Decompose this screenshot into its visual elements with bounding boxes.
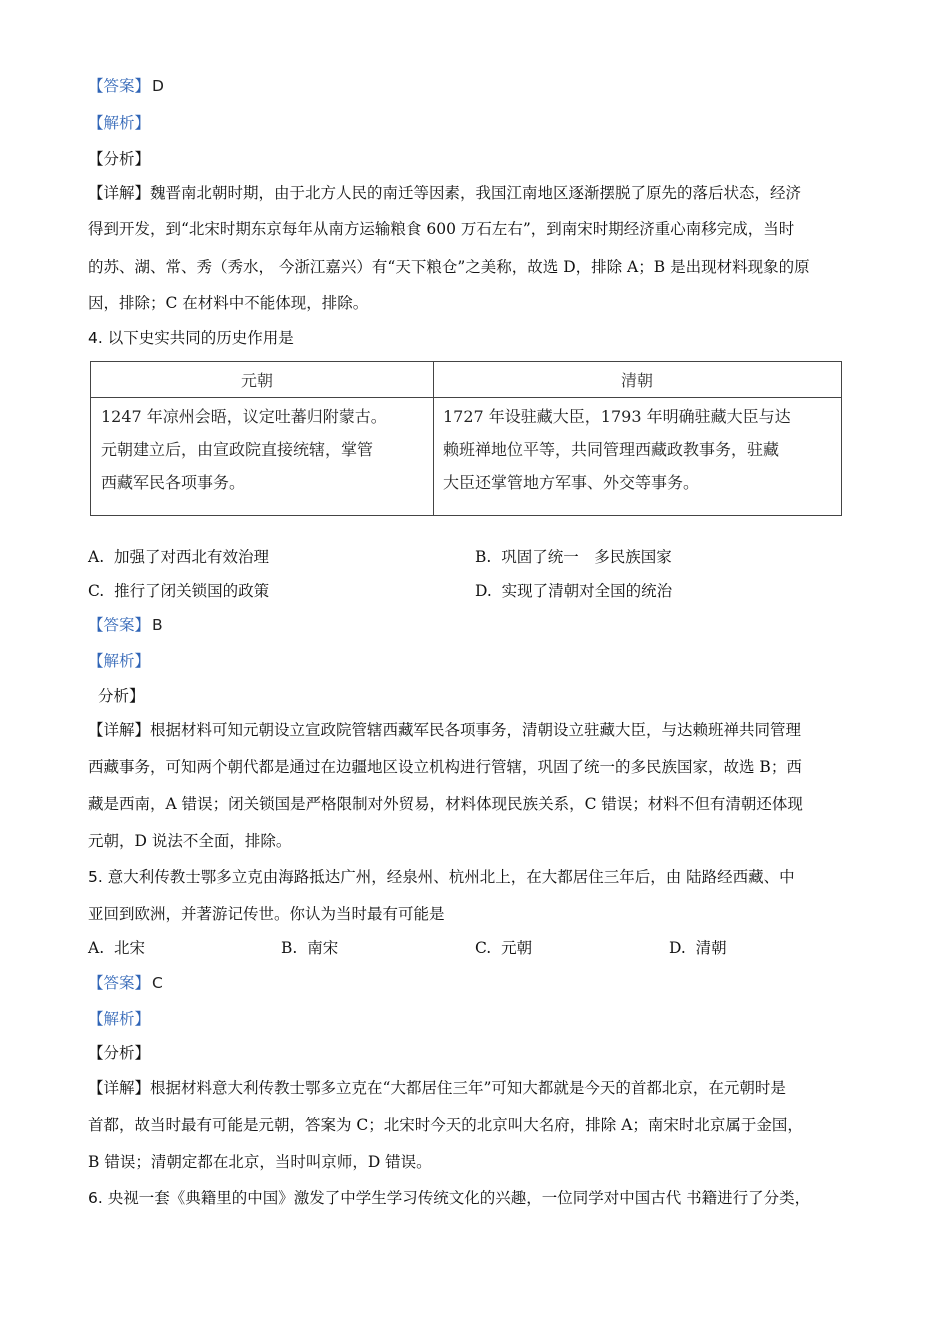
q5-detail-line-2: 首都，故当时最有可能是元朝，答案为 C；北宋时今天的北京叫大名府，排除 A；南宋时北京属于金国，: [88, 1116, 803, 1134]
table-header-yuan: 元朝: [241, 371, 274, 390]
question-number: 4.: [88, 329, 103, 347]
option-label: A.: [88, 548, 105, 566]
table-cell-yuan: [101, 400, 387, 499]
option-text: 清朝: [695, 939, 727, 957]
q3-answer-line: [88, 76, 164, 96]
option-label: C.: [475, 939, 492, 957]
q4-stem: [88, 328, 294, 348]
q4-option-b[interactable]: [475, 547, 672, 567]
cell-line: 元朝建立后，由宣政院直接统辖，掌管: [101, 440, 374, 459]
q4-material-table: [90, 361, 842, 516]
detail-text: 根据材料可知元朝设立宣政院管辖西藏军民各项事务，清朝设立驻藏大臣，与达赖班禅共同管理: [150, 721, 802, 739]
cell-line: 1727 年设驻藏大臣，1793 年明确驻藏大臣与达: [443, 407, 791, 426]
answer-value: D: [152, 77, 164, 95]
option-label: A.: [88, 939, 105, 957]
analysis-tag: 【解析】: [88, 1010, 151, 1028]
cell-line: 1247 年凉州会晤，议定吐蕃归附蒙古。: [101, 407, 387, 426]
detail-tag: 【详解】: [88, 721, 151, 739]
option-label: D.: [475, 582, 492, 600]
option-text: 加强了对西北有效治理: [113, 548, 269, 566]
cell-line: 赖班禅地位平等，共同管理西藏政教事务，驻藏: [443, 440, 780, 459]
detail-tag: 【详解】: [88, 1079, 151, 1097]
option-label: D.: [669, 939, 686, 957]
option-label: B.: [475, 548, 492, 566]
q4-detail-line-4: 元朝，D 说法不全面，排除。: [88, 832, 292, 850]
option-label: C.: [88, 582, 105, 600]
answer-tag: 【答案】: [88, 77, 151, 95]
table-column-divider: [433, 362, 434, 515]
option-label: B.: [281, 939, 298, 957]
q4-option-c[interactable]: [88, 581, 269, 601]
q5-analysis-tag: [88, 1009, 150, 1029]
q5-option-b[interactable]: [281, 938, 338, 958]
q5-detail-line-3: B 错误；清朝定都在北京，当时叫京师，D 错误。: [88, 1153, 432, 1171]
table-header-qing: 清朝: [621, 371, 654, 390]
option-text: 推行了闭关锁国的政策: [114, 582, 270, 600]
question-text: 央视一套《典籍里的中国》激发了中学生学习传统文化的兴趣，一位同学对中国古代 书籍进行了分类，: [107, 1189, 811, 1207]
q5-stem-line-2: 亚回到欧洲，并著游记传世。你认为当时最有可能是: [88, 905, 445, 923]
cell-line: 西藏军民各项事务。: [101, 473, 246, 492]
q5-option-d[interactable]: [669, 938, 727, 958]
detail-text: 魏晋南北朝时期，由于北方人民的南迁等因素，我国江南地区逐渐摆脱了原先的落后状态，经济: [150, 184, 802, 202]
q4-answer-line: [88, 615, 163, 635]
option-text: 巩固了统一 多民族国家: [501, 548, 672, 566]
question-number: 6.: [88, 1189, 103, 1207]
cell-line: 大臣还掌管地方军事、外交等事务。: [443, 473, 700, 492]
q4-analysis-tag: [88, 651, 150, 671]
analysis-tag: 【解析】: [88, 652, 151, 670]
q3-detail-line-4: 因，排除；C 在材料中不能体现，排除。: [88, 294, 369, 312]
q6-stem: [88, 1188, 810, 1208]
table-header-divider: [91, 397, 841, 398]
q3-fenxi: 【分析】: [88, 150, 151, 168]
option-text: 实现了清朝对全国的统治: [501, 582, 673, 600]
q5-fenxi: 【分析】: [88, 1044, 151, 1062]
q5-option-a[interactable]: [88, 938, 145, 958]
q5-stem-line-1: [88, 867, 795, 887]
q4-detail-line-2: 西藏事务，可知两个朝代都是通过在边疆地区设立机构进行管辖，巩固了统一的多民族国家，故选 B；西: [88, 758, 802, 776]
q3-detail-line-3: 的苏、湖、常、秀（秀水， 今浙江嘉兴）有“天下粮仓”之美称，故选 D，排除 A；B 是出现材料现象的原: [88, 258, 810, 276]
analysis-tag: 【解析】: [88, 114, 151, 132]
option-text: 元朝: [501, 939, 533, 957]
q5-answer-line: [88, 973, 163, 993]
table-cell-qing: [443, 400, 791, 499]
q4-option-a[interactable]: [88, 547, 269, 567]
option-text: 北宋: [113, 939, 145, 957]
answer-value: B: [152, 616, 163, 634]
q3-detail-line-2: 得到开发，到“北宋时期东京每年从南方运输粮食 600 万石左右”，到南宋时期经济重心南移完成，当时: [88, 220, 795, 238]
answer-value: C: [152, 974, 163, 992]
answer-tag: 【答案】: [88, 616, 151, 634]
q5-detail-line-1: [88, 1078, 786, 1098]
q3-detail-line-1: [88, 183, 801, 203]
detail-text: 根据材料意大利传教士鄂多立克在“大都居住三年”可知大都就是今天的首都北京，在元朝时是: [150, 1079, 786, 1097]
q4-fenxi: 分析】: [98, 687, 145, 705]
q3-analysis-tag: [88, 113, 150, 133]
q4-option-d[interactable]: [475, 581, 672, 601]
question-text: 意大利传教士鄂多立克由海路抵达广州，经泉州、杭州北上，在大都居住三年后，由 陆路经西藏、中: [107, 868, 795, 886]
question-text: 以下史实共同的历史作用是: [107, 329, 294, 347]
option-text: 南宋: [307, 939, 339, 957]
question-number: 5.: [88, 868, 103, 886]
answer-tag: 【答案】: [88, 974, 151, 992]
q4-detail-line-3: 藏是西南，A 错误；闭关锁国是严格限制对外贸易，材料体现民族关系，C 错误；材料不但有清朝还体现: [88, 795, 803, 813]
q4-detail-line-1: [88, 720, 801, 740]
q5-option-c[interactable]: [475, 938, 532, 958]
detail-tag: 【详解】: [88, 184, 151, 202]
